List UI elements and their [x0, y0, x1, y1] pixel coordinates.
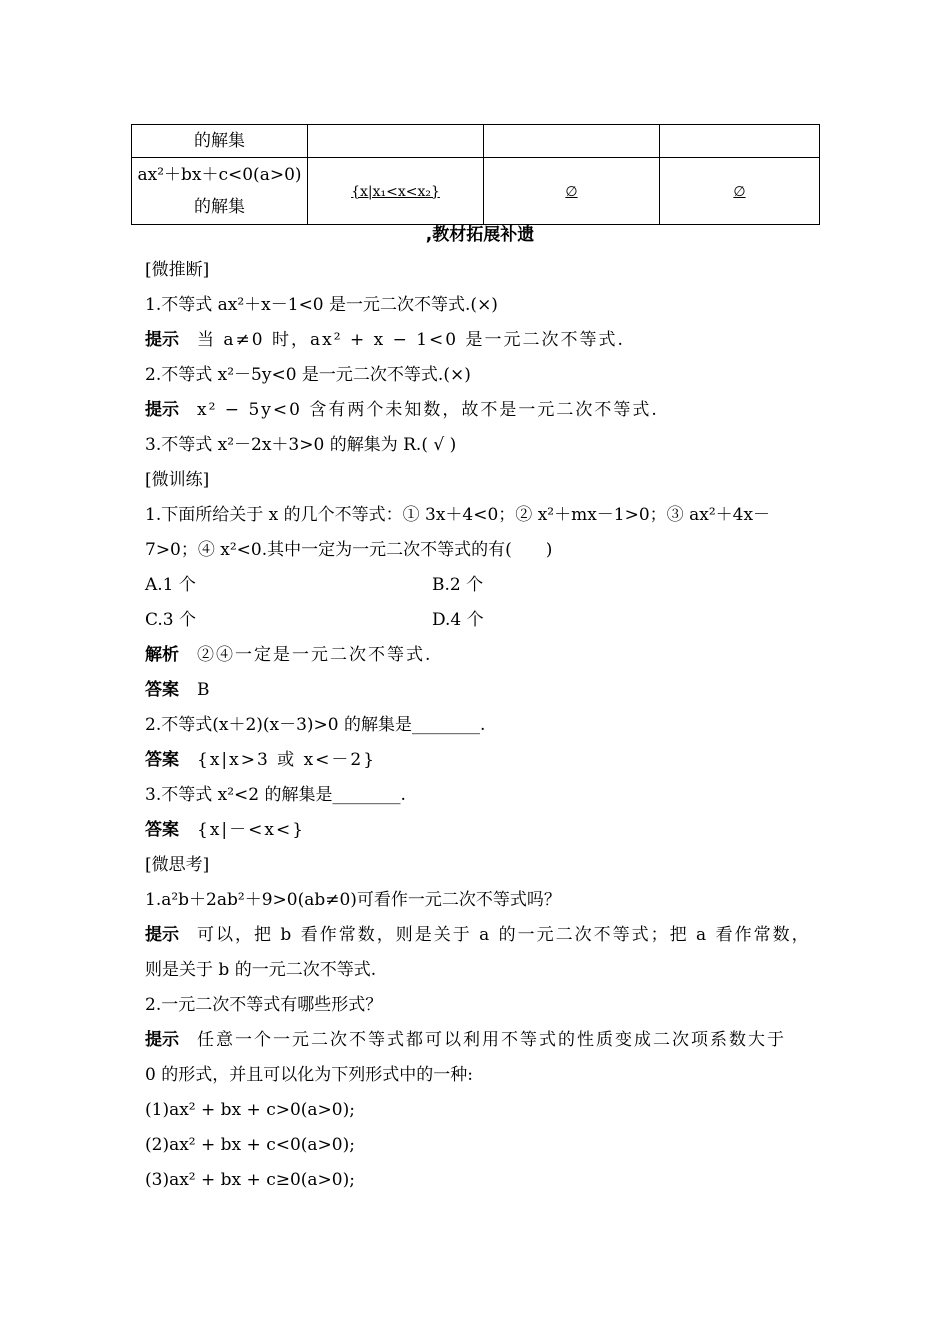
- text-line: 3.不等式 x²<2 的解集是________.: [145, 785, 406, 805]
- text-line: 1.不等式 ax²＋x－1<0 是一元二次不等式.(×): [145, 295, 498, 315]
- hint-label: 提示: [145, 400, 179, 420]
- text-line: 3.不等式 x²－2x＋3>0 的解集为 R.( √ ): [145, 435, 457, 455]
- table-cell-value: ∅: [733, 183, 746, 200]
- text-line: 2.不等式(x＋2)(x－3)>0 的解集是________.: [145, 715, 486, 735]
- hint-text: 任意一个一元二次不等式都可以利用不等式的性质变成二次项系数大于: [197, 1030, 786, 1050]
- text-line: (3)ax² + bx + c≥0(a>0);: [145, 1170, 355, 1190]
- hint-line: [145, 813, 815, 848]
- options-line: [145, 568, 815, 603]
- hint-label: 解析: [145, 645, 179, 665]
- option-item: B.2 个: [432, 575, 484, 595]
- table-cell: [308, 158, 484, 225]
- option-item: D.4 个: [432, 610, 484, 630]
- line-list: [145, 253, 815, 1198]
- table-cell: [660, 125, 820, 158]
- table-cell-condition: [132, 158, 308, 225]
- table-row: [132, 158, 820, 225]
- hint-label: 提示: [145, 330, 179, 350]
- options-line: [145, 603, 815, 638]
- hint-text: {x|－<x<}: [197, 820, 306, 840]
- text-line: (1)ax² + bx + c>0(a>0);: [145, 1100, 355, 1120]
- table-row: [132, 125, 820, 158]
- option-item: C.3 个: [145, 610, 197, 630]
- text-line: 7>0；④ x²<0.其中一定为一元二次不等式的有( ): [145, 540, 553, 560]
- hint-label: 答案: [145, 680, 179, 700]
- section-title: ,教材拓展补遗: [425, 225, 535, 245]
- solution-set-table: [131, 124, 820, 225]
- text-line: 1.a²b＋2ab²＋9>0(ab≠0)可看作一元二次不等式吗？: [145, 890, 561, 910]
- hint-line: [145, 638, 815, 673]
- hint-text: ②④一定是一元二次不等式.: [197, 645, 433, 665]
- hint-text: x² − 5y<0 含有两个未知数，故不是一元二次不等式.: [197, 400, 659, 420]
- hint-text: 可以，把 b 看作常数，则是关于 a 的一元二次不等式；把 a 看作常数，: [197, 925, 811, 945]
- hint-text: B: [197, 680, 212, 700]
- hint-label: 提示: [145, 1030, 179, 1050]
- content-body: [145, 218, 815, 1198]
- hint-line: [145, 918, 815, 953]
- table-cell: [660, 158, 820, 225]
- condition-line: ax²＋bx＋c<0(a>0): [137, 165, 302, 185]
- hint-label: 答案: [145, 820, 179, 840]
- hint-line: [145, 393, 815, 428]
- hint-label: 提示: [145, 925, 179, 945]
- table-cell-value: ∅: [565, 183, 578, 200]
- hint-line: [145, 1023, 815, 1058]
- table-cell: [308, 125, 484, 158]
- option-item: A.1 个: [145, 575, 196, 595]
- text-line: [微思考]: [145, 855, 210, 875]
- text-line: 则是关于 b 的一元二次不等式.: [145, 960, 377, 980]
- table-cell: 的解集: [132, 125, 308, 158]
- hint-line: [145, 743, 815, 778]
- hint-text: 当 a≠0 时，ax² + x − 1<0 是一元二次不等式.: [197, 330, 625, 350]
- text-line: 0 的形式，并且可以化为下列形式中的一种:: [145, 1065, 473, 1085]
- text-line: 2.一元二次不等式有哪些形式？: [145, 995, 383, 1015]
- table-cell-value: {x|x₁<x<x₂}: [351, 183, 440, 200]
- table-cell: [484, 158, 660, 225]
- hint-line: [145, 673, 815, 708]
- hint-line: [145, 323, 815, 358]
- text-line: [微推断]: [145, 260, 210, 280]
- table-cell: [484, 125, 660, 158]
- text-line: 2.不等式 x²－5y<0 是一元二次不等式.(×): [145, 365, 471, 385]
- text-line: [微训练]: [145, 470, 210, 490]
- text-line: 1.下面所给关于 x 的几个不等式：① 3x＋4<0；② x²＋mx－1>0；③ ax²＋4x－: [145, 505, 771, 525]
- text-line: (2)ax² + bx + c<0(a>0);: [145, 1135, 355, 1155]
- condition-line: 的解集: [194, 197, 245, 217]
- hint-label: 答案: [145, 750, 179, 770]
- hint-text: {x|x>3 或 x<－2}: [197, 750, 377, 770]
